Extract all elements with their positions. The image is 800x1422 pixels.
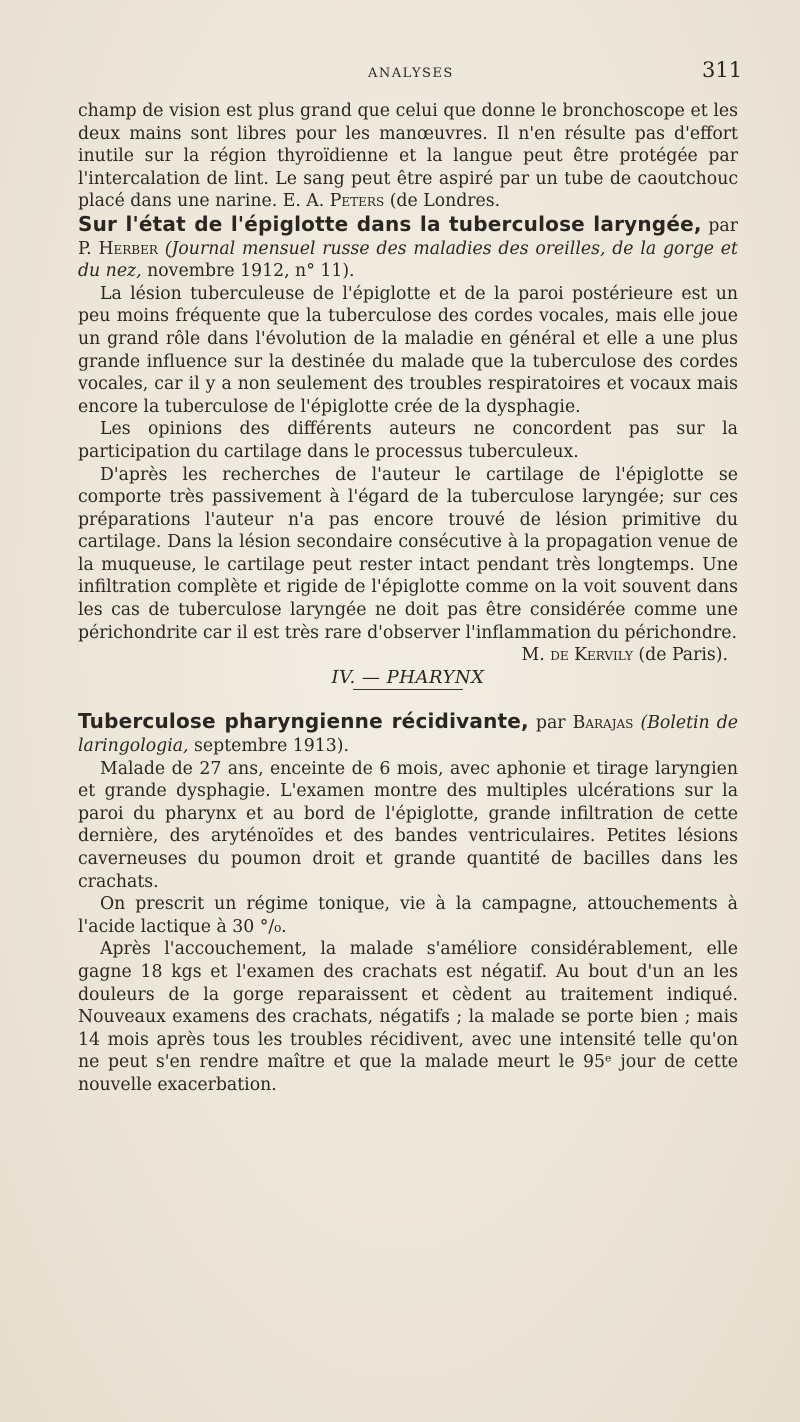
article-journal: (Boletin de laringologia, — [78, 713, 739, 757]
article-date: septembre 1913). — [194, 736, 350, 757]
signature-author: E. A. Peters — [282, 191, 385, 212]
signature-initial: M. — [521, 645, 545, 666]
article-date: novembre 1912, n° 11). — [147, 261, 355, 282]
paragraph-text: champ de vision est plus grand que celui que donne le bronchoscope et les deux mains sont libres pour les manœuvres. Il n'en résulte pas d'effort inutile sur la région thyroïdienne et la langue peut être protégée par l'intercalation de lint. Le sang peut être aspiré par un tube de caoutchouc placé dans une narine. — [78, 101, 738, 212]
page-number: 311 — [702, 58, 743, 82]
article-journal: (Journal mensuel russe des maladies des oreilles, de la gorge et du nez, — [78, 238, 738, 282]
article-by: par — [535, 713, 566, 734]
running-head: ANALYSES — [368, 66, 454, 81]
article-paragraph: D'après les recherches de l'auteur le cartilage de l'épiglotte se comporte très passivement à l'égard de la tuberculose laryngée; sur ces préparations l'auteur n'a pas encore trouvé de lésion primitive du cartilage. Dans la lésion secondaire consécutive à la propagation venue de la muqueuse, le cartilage peut rester intact pendant très longtemps. Une infiltration complète et rigide de l'épiglotte comme on la voit souvent dans les cas de tuberculose laryngée ne doit pas être considérée comme une périchondrite car il est très rare d'observer l'inflammation du périchondre. — [78, 464, 738, 643]
article-author: Herber — [98, 238, 158, 259]
article-paragraph: La lésion tuberculeuse de l'épiglotte et de la paroi postérieure est un peu moins fréquente que la tuberculose des cordes vocales, mais elle joue un grand rôle dans l'évolution de la maladie en général et elle a une plus grande influence sur la destinée du malade que la tuberculose des cordes vocales, car il y a non seulement des troubles respiratoires et vocaux mais encore la tuberculose de l'épiglotte crée de la dysphagie. — [78, 283, 738, 417]
article-author: Barajas — [572, 713, 634, 734]
page-body — [78, 100, 738, 1097]
article-paragraph: Malade de 27 ans, enceinte de 6 mois, avec aphonie et tirage laryngien et grande dysphagie. L'examen montre des multiples ulcérations sur la paroi du pharynx et au bord de l'épiglotte, grande infiltration de cette dernière, des aryténoïdes et des bandes ventriculaires. Petites lésions caverneuses du poumon droit et grande quantité de bacilles dans les crachats. — [78, 758, 738, 892]
article-heading — [78, 213, 738, 283]
article-paragraph: On prescrit un régime tonique, vie à la campagne, attouchements à l'acide lactique à 30 °/₀. — [78, 894, 738, 937]
article-by: par P. — [78, 215, 739, 259]
article-paragraph: Les opinions des différents auteurs ne concordent pas sur la participation du cartilage dans le processus tuberculeux. — [78, 419, 738, 462]
signature-name: Kervily — [574, 645, 633, 666]
signature-place: (de Londres. — [389, 191, 501, 212]
paragraph-continued — [78, 100, 738, 213]
article-signature — [78, 644, 738, 667]
section-title: IV. — PHARYNX — [331, 666, 485, 688]
section-rule — [353, 689, 463, 690]
article-paragraph: Après l'accouchement, la malade s'améliore considérablement, elle gagne 18 kgs et l'examen des crachats est négatif. Au bout d'un an les douleurs de la gorge reparaissent et cèdent au traitement indiqué. Nouveaux examens des crachats, négatifs ; la malade se porte bien ; mais 14 mois après tous les troubles récidivent, avec une intensité telle qu'on ne peut s'en rendre maître et que la malade meurt le 95ᵉ jour de cette nouvelle exacerbation. — [78, 939, 738, 1095]
article-title: Sur l'état de l'épiglotte dans la tuberculose laryngée, — [78, 211, 702, 236]
article-title: Tuberculose pharyngienne récidivante, — [78, 709, 529, 734]
signature-place: (de Paris). — [638, 645, 728, 666]
article-heading — [78, 710, 738, 757]
page-header — [0, 58, 800, 88]
signature-particle: de — [550, 645, 569, 666]
